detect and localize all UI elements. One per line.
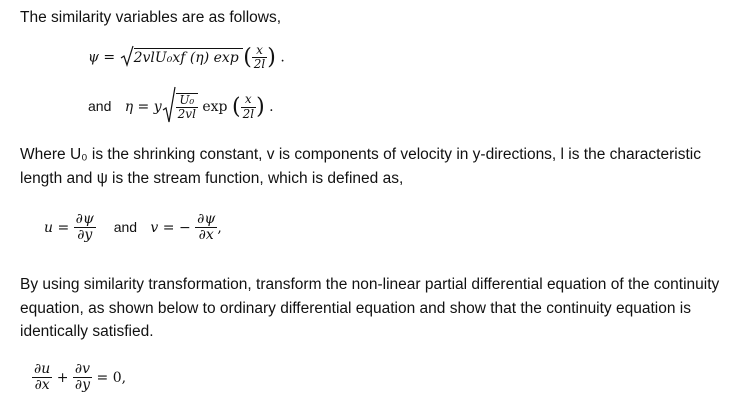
eq2-and: and <box>88 98 112 114</box>
eq1-den: 2l <box>253 57 266 72</box>
eq3-v-fraction <box>195 212 217 244</box>
eq4-n1: ∂u <box>34 361 51 377</box>
eq2-fden: 2l <box>242 106 255 121</box>
left-paren: ( <box>243 45 252 71</box>
eq3-and: and <box>113 218 138 235</box>
eq2-exp-fraction <box>241 93 256 120</box>
eq3-v-den: ∂x <box>198 227 214 244</box>
eq4-frac1 <box>32 362 52 394</box>
eq2-lhs: η = y <box>124 99 162 115</box>
eq2-den: 2vl <box>177 107 196 121</box>
left-paren: ( <box>231 94 241 120</box>
radical-icon <box>162 86 176 124</box>
eq3-u-num: ∂ψ <box>75 211 94 227</box>
eq4-rhs: = 0, <box>96 369 127 386</box>
eq2-exp: exp <box>202 99 228 115</box>
eq3-u-den: ∂y <box>77 227 93 244</box>
eq1-fraction <box>252 44 267 71</box>
eq1-radicand: 2vlU₀xf (η) exp <box>133 49 244 66</box>
sqrt-symbol-2 <box>162 86 176 128</box>
radical-icon <box>120 45 134 67</box>
definition-paragraph: Where U₀ is the shrinking constant, v is components of velocity in y-directions, l is the characteristic length and ψ is the stream function, which is defined as, <box>20 146 701 187</box>
eq4-d1: ∂x <box>34 377 50 394</box>
eq1-lhs: ψ = <box>88 49 120 66</box>
eq2-num: U₀ <box>176 94 198 108</box>
eq2-fnum: x <box>241 93 256 107</box>
eq3-v: v = − <box>150 219 191 236</box>
equation-psi <box>88 44 285 71</box>
sqrt-symbol <box>120 45 134 71</box>
intro-text: The similarity variables are as follows, <box>20 9 282 26</box>
eq4-n2: ∂v <box>74 361 91 377</box>
eq1-num: x <box>252 44 267 58</box>
right-paren: ) <box>256 94 265 120</box>
instruction-paragraph: By using similarity transformation, transform the non-linear partial differential equation of the continuity equation, as shown below to ordinary differential equation and show that the continuity equation is identically satisfied. <box>20 276 720 340</box>
eq4-d2: ∂y <box>74 377 91 394</box>
equation-eta <box>88 86 274 128</box>
eq4-frac2 <box>73 362 92 394</box>
eq3-trail: , <box>217 219 222 236</box>
right-paren: ) <box>267 45 276 71</box>
eq2-trail: . <box>269 99 274 115</box>
eq3-v-num: ∂ψ <box>197 211 216 227</box>
eq3-u: u = <box>44 219 70 236</box>
continuity-equation <box>32 362 126 394</box>
eq2-sqrt-fraction <box>176 93 198 121</box>
eq4-plus: + <box>56 369 69 386</box>
eq1-trail: . <box>280 49 285 66</box>
eq3-u-fraction <box>74 212 96 244</box>
equation-velocity <box>44 212 222 244</box>
